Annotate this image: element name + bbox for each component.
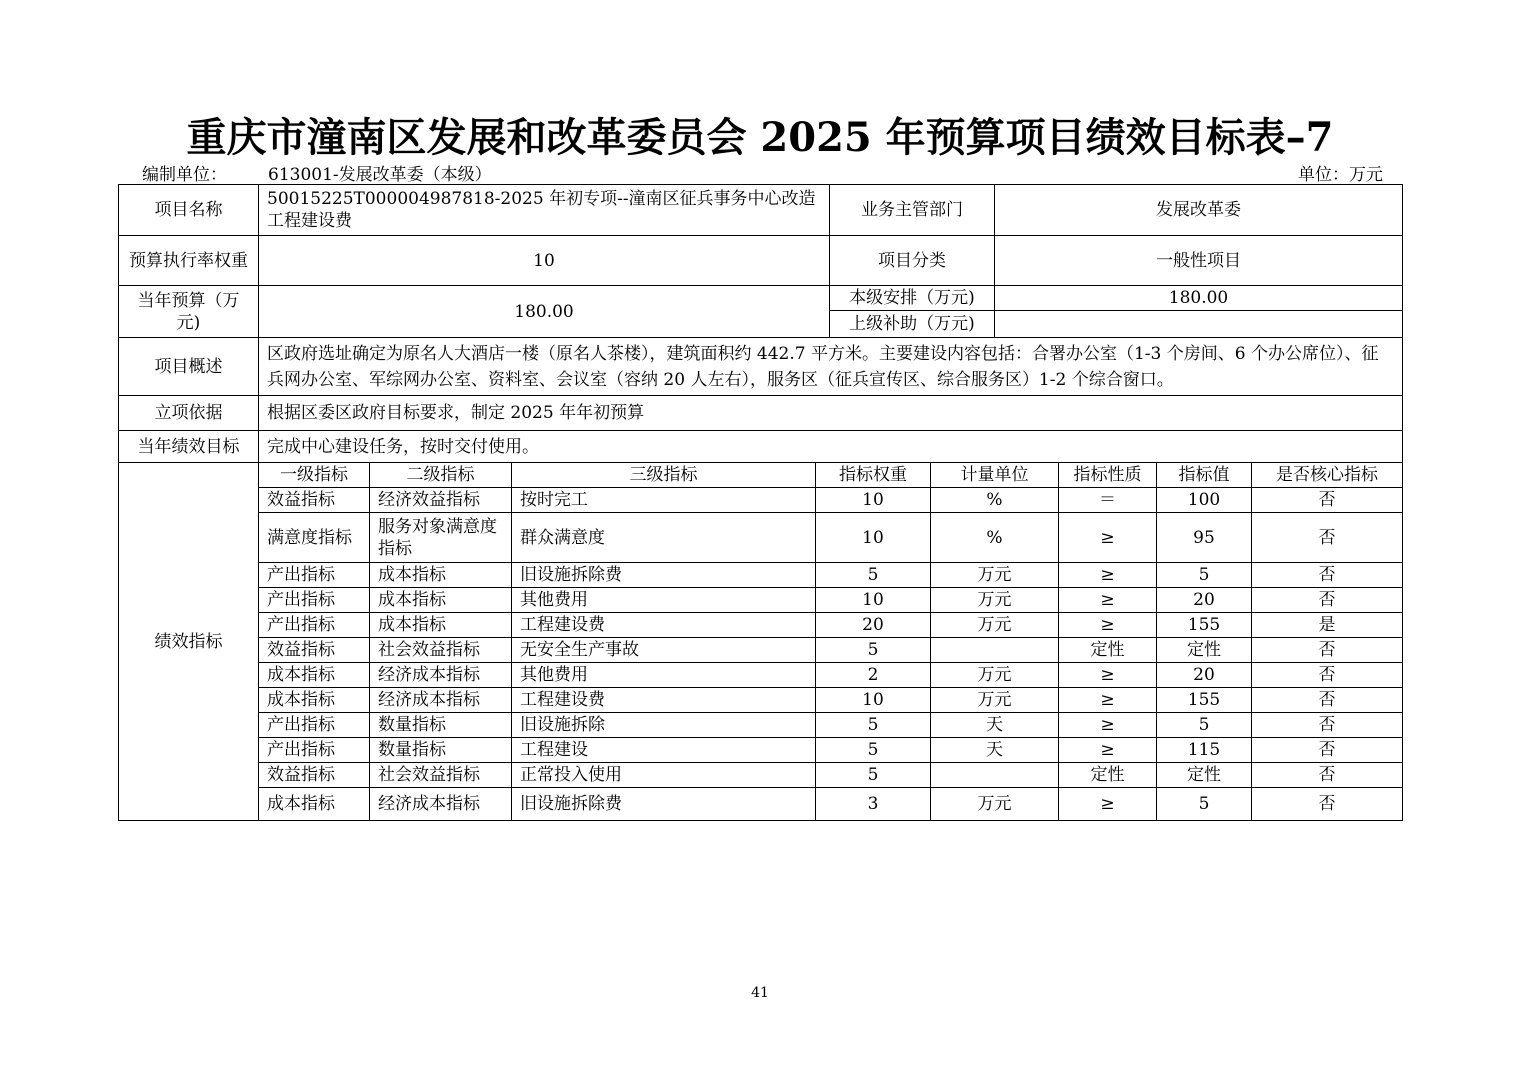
page-title: 重庆市潼南区发展和改革委员会 2025 年预算项目绩效目标表–7 [186, 114, 1334, 161]
indicator-cell: 115 [1157, 738, 1252, 763]
indicator-cell: 社会效益指标 [370, 638, 512, 663]
page-number: 41 [751, 985, 769, 1001]
indicator-cell: 定性 [1157, 638, 1252, 663]
indicator-cell: 10 [816, 688, 931, 713]
indicator-row [119, 738, 1403, 763]
dept-value: 发展改革委 [995, 185, 1403, 236]
indicator-cell: 否 [1252, 513, 1403, 563]
category-value: 一般性项目 [995, 236, 1403, 286]
indicators-header-cell: 计量单位 [931, 463, 1059, 488]
upper-label: 上级补助（万元) [830, 311, 995, 338]
indicator-cell: 成本指标 [370, 613, 512, 638]
indicator-cell: 100 [1157, 488, 1252, 513]
indicator-row [119, 713, 1403, 738]
indicator-cell: 20 [816, 613, 931, 638]
indicator-cell: 工程建设费 [512, 688, 816, 713]
local-label: 本级安排（万元) [830, 286, 995, 311]
indicator-cell: 经济成本指标 [370, 688, 512, 713]
indicator-cell: % [931, 488, 1059, 513]
basis-value: 根据区委区政府目标要求，制定 2025 年年初预算 [259, 396, 1403, 431]
indicator-cell: 成本指标 [370, 588, 512, 613]
indicator-cell: 5 [1157, 713, 1252, 738]
indicators-header-cell: 指标权重 [816, 463, 931, 488]
indicator-cell: 成本指标 [259, 688, 370, 713]
indicator-cell: ≥ [1059, 613, 1157, 638]
indicator-cell: ≥ [1059, 663, 1157, 688]
indicator-cell: 万元 [931, 663, 1059, 688]
project-info-table [118, 184, 1403, 463]
indicator-cell: 否 [1252, 588, 1403, 613]
indicator-cell: 20 [1157, 588, 1252, 613]
budget-value: 180.00 [259, 286, 830, 338]
indicator-cell: 无安全生产事故 [512, 638, 816, 663]
indicator-cell: 否 [1252, 663, 1403, 688]
indicator-cell: 否 [1252, 638, 1403, 663]
indicator-row [119, 613, 1403, 638]
indicator-cell: 万元 [931, 563, 1059, 588]
indicators-section-label: 绩效指标 [119, 463, 259, 821]
indicator-cell: 产出指标 [259, 713, 370, 738]
indicators-header-cell: 三级指标 [512, 463, 816, 488]
basis-label: 立项依据 [119, 396, 259, 431]
indicator-cell: % [931, 513, 1059, 563]
indicator-cell: 10 [816, 513, 931, 563]
indicator-cell: 否 [1252, 488, 1403, 513]
indicator-cell: 万元 [931, 613, 1059, 638]
indicator-cell: 社会效益指标 [370, 763, 512, 788]
indicator-cell: 5 [1157, 563, 1252, 588]
dept-label: 业务主管部门 [830, 185, 995, 236]
indicator-cell: ≥ [1059, 788, 1157, 821]
indicator-cell: 服务对象满意度指标 [370, 513, 512, 563]
indicator-row [119, 588, 1403, 613]
indicators-header-row [119, 463, 1403, 488]
indicator-cell: 经济效益指标 [370, 488, 512, 513]
indicator-cell: ＝ [1059, 488, 1157, 513]
indicator-cell: 2 [816, 663, 931, 688]
project-name-label: 项目名称 [119, 185, 259, 236]
indicator-cell [931, 638, 1059, 663]
indicator-cell: ≥ [1059, 513, 1157, 563]
overview-label: 项目概述 [119, 338, 259, 396]
indicator-cell: 20 [1157, 663, 1252, 688]
indicator-cell: 定性 [1157, 763, 1252, 788]
indicator-cell: 天 [931, 713, 1059, 738]
rate-label: 预算执行率权重 [119, 236, 259, 286]
indicator-cell: 产出指标 [259, 738, 370, 763]
indicator-cell: 3 [816, 788, 931, 821]
indicator-cell: 否 [1252, 688, 1403, 713]
indicator-cell: 否 [1252, 738, 1403, 763]
indicator-cell: 成本指标 [259, 663, 370, 688]
indicators-header-cell: 指标值 [1157, 463, 1252, 488]
category-label: 项目分类 [830, 236, 995, 286]
indicator-cell: 数量指标 [370, 713, 512, 738]
indicator-cell: 成本指标 [370, 563, 512, 588]
currency-unit: 单位：万元 [1298, 165, 1383, 185]
indicator-cell: 成本指标 [259, 788, 370, 821]
indicator-cell: 万元 [931, 788, 1059, 821]
indicator-cell: 旧设施拆除 [512, 713, 816, 738]
indicator-cell: 其他费用 [512, 663, 816, 688]
indicator-cell: 效益指标 [259, 488, 370, 513]
indicator-cell: 否 [1252, 788, 1403, 821]
indicator-cell: 95 [1157, 513, 1252, 563]
indicator-cell: 否 [1252, 713, 1403, 738]
indicators-header-cell: 一级指标 [259, 463, 370, 488]
goal-value: 完成中心建设任务，按时交付使用。 [259, 431, 1403, 463]
indicator-cell: ≥ [1059, 738, 1157, 763]
indicator-cell: 经济成本指标 [370, 663, 512, 688]
goal-label: 当年绩效目标 [119, 431, 259, 463]
rate-value: 10 [259, 236, 830, 286]
indicator-cell: 155 [1157, 688, 1252, 713]
indicator-cell: 是 [1252, 613, 1403, 638]
indicator-row [119, 663, 1403, 688]
indicators-header-cell: 指标性质 [1059, 463, 1157, 488]
indicator-cell: 5 [816, 713, 931, 738]
indicators-table [118, 462, 1403, 821]
compile-unit-label: 编制单位： [142, 165, 227, 185]
indicator-cell: 工程建设 [512, 738, 816, 763]
indicator-cell: 效益指标 [259, 763, 370, 788]
indicator-cell: 定性 [1059, 638, 1157, 663]
indicator-cell: 群众满意度 [512, 513, 816, 563]
indicator-cell: 5 [816, 738, 931, 763]
indicator-cell: ≥ [1059, 588, 1157, 613]
indicator-cell: ≥ [1059, 688, 1157, 713]
indicator-row [119, 563, 1403, 588]
indicator-row [119, 763, 1403, 788]
indicator-cell: ≥ [1059, 563, 1157, 588]
indicator-cell: 工程建设费 [512, 613, 816, 638]
indicator-cell: 产出指标 [259, 588, 370, 613]
indicator-cell: 按时完工 [512, 488, 816, 513]
indicator-row [119, 488, 1403, 513]
indicator-row [119, 788, 1403, 821]
budget-label: 当年预算（万元) [119, 286, 259, 338]
indicators-header-cell: 二级指标 [370, 463, 512, 488]
local-value: 180.00 [995, 286, 1403, 311]
indicator-cell: ≥ [1059, 713, 1157, 738]
indicator-cell: 5 [816, 763, 931, 788]
overview-value: 区政府选址确定为原名人大酒店一楼（原名人茶楼），建筑面积约 442.7 平方米。主要建设内容包括：合署办公室（1-3 个房间、6 个办公席位）、征兵网办公室、军综网办公室、资料室、会议室（容纳 20 人左右），服务区（征兵宣传区、综合服务区）1-2 个综合窗口。 [259, 338, 1403, 396]
indicator-cell: 否 [1252, 763, 1403, 788]
indicator-cell: 正常投入使用 [512, 763, 816, 788]
indicator-cell: 满意度指标 [259, 513, 370, 563]
indicator-cell: 定性 [1059, 763, 1157, 788]
compile-unit-value: 613001-发展改革委（本级） [268, 165, 492, 185]
indicator-cell: 产出指标 [259, 563, 370, 588]
indicator-row [119, 688, 1403, 713]
indicator-cell: 其他费用 [512, 588, 816, 613]
indicator-cell: 155 [1157, 613, 1252, 638]
indicators-header-cell: 是否核心指标 [1252, 463, 1403, 488]
indicator-cell: 旧设施拆除费 [512, 788, 816, 821]
indicator-cell: 5 [816, 563, 931, 588]
indicator-cell: 产出指标 [259, 613, 370, 638]
indicator-cell: 效益指标 [259, 638, 370, 663]
indicator-cell: 10 [816, 588, 931, 613]
indicator-cell: 旧设施拆除费 [512, 563, 816, 588]
indicator-cell: 经济成本指标 [370, 788, 512, 821]
indicator-row [119, 513, 1403, 563]
upper-value [995, 311, 1403, 338]
indicator-cell: 10 [816, 488, 931, 513]
indicator-cell: 5 [816, 638, 931, 663]
project-name-value: 50015225T000004987818-2025 年初专项--潼南区征兵事务中心改造工程建设费 [259, 185, 830, 236]
indicator-cell [931, 763, 1059, 788]
indicator-cell: 否 [1252, 563, 1403, 588]
indicator-cell: 天 [931, 738, 1059, 763]
indicator-cell: 万元 [931, 688, 1059, 713]
indicator-row [119, 638, 1403, 663]
indicator-cell: 数量指标 [370, 738, 512, 763]
indicator-cell: 万元 [931, 588, 1059, 613]
indicator-cell: 5 [1157, 788, 1252, 821]
